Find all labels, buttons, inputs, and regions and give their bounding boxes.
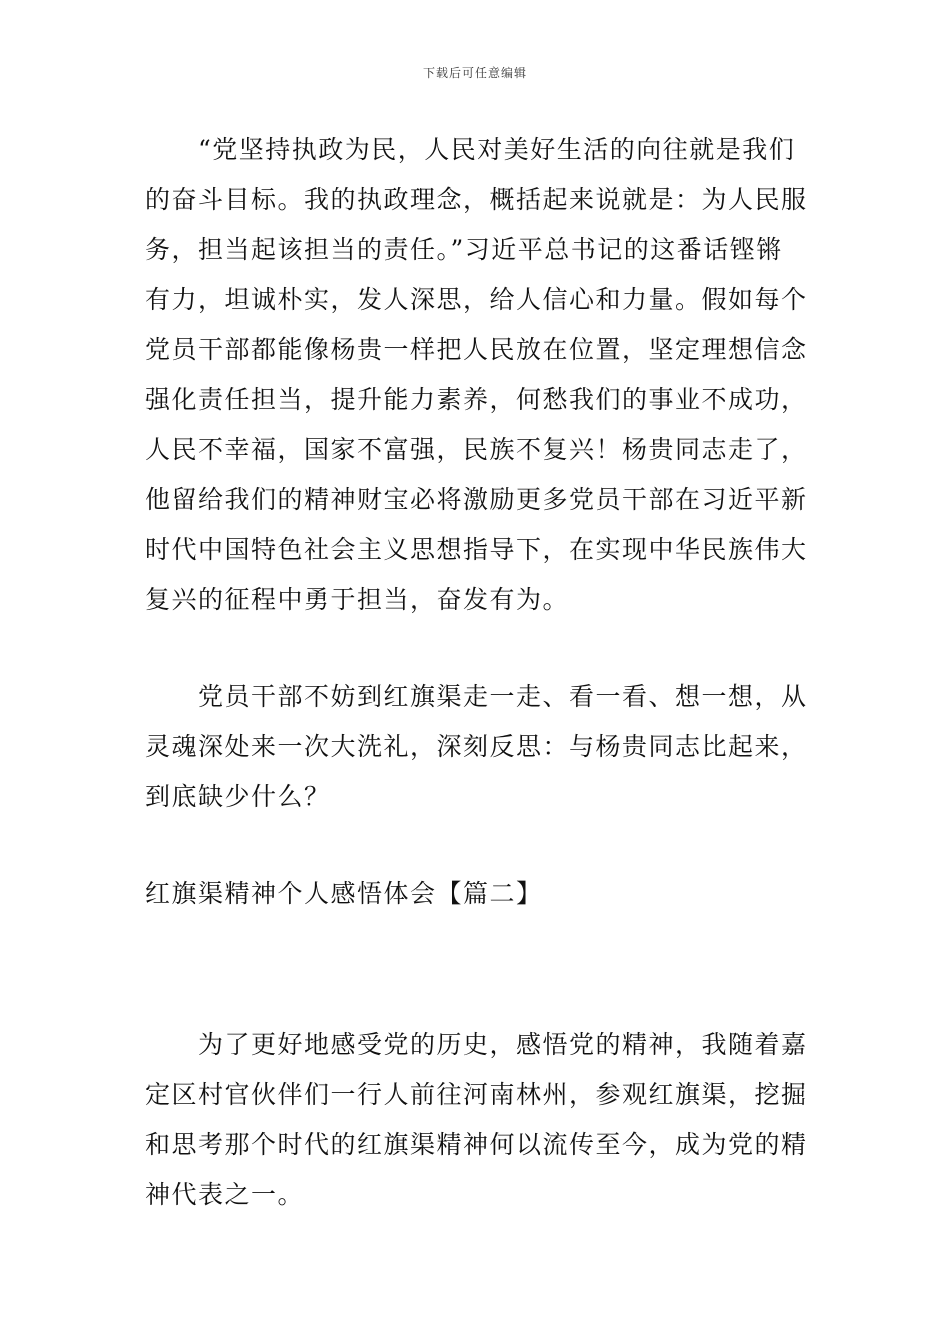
text-line: 的奋斗目标。我的执政理念，概括起来说就是：为人民服	[145, 185, 808, 214]
text-line: 和思考那个时代的红旗渠精神何以流传至今，成为党的精	[145, 1130, 808, 1159]
text-line: 神代表之一。	[145, 1180, 305, 1209]
text-line: 党员干部都能像杨贵一样把人民放在位置，坚定理想信念	[145, 335, 808, 364]
page-header: 下载后可任意编辑	[422, 66, 527, 80]
text-line: 定区村官伙伴们一行人前往河南林州，参观红旗渠，挖掘	[145, 1080, 808, 1109]
text-line: 灵魂深处来一次大洗礼，深刻反思：与杨贵同志比起来，	[145, 732, 808, 761]
text-line: “党坚持执政为民，人民对美好生活的向往就是我们	[145, 135, 796, 164]
text-line: 务，担当起该担当的责任。”习近平总书记的这番话铿锵	[145, 235, 783, 264]
text-line: 人民不幸福，国家不富强，民族不复兴！杨贵同志走了，	[145, 435, 808, 464]
text-line: 复兴的征程中勇于担当，奋发有为。	[145, 585, 570, 614]
text-line: 时代中国特色社会主义思想指导下，在实现中华民族伟大	[145, 535, 808, 564]
text-line: 有力，坦诚朴实，发人深思，给人信心和力量。假如每个	[145, 285, 808, 314]
section-heading: 红旗渠精神个人感悟体会【篇二】	[145, 879, 543, 908]
text-line: 到底缺少什么？	[145, 782, 331, 811]
text-line: 党员干部不妨到红旗渠走一走、看一看、想一想，从	[145, 682, 808, 711]
text-line: 强化责任担当，提升能力素养，何愁我们的事业不成功，	[145, 385, 808, 414]
text-line: 他留给我们的精神财宝必将激励更多党员干部在习近平新	[145, 485, 808, 514]
text-line: 为了更好地感受党的历史，感悟党的精神，我随着嘉	[145, 1030, 808, 1059]
